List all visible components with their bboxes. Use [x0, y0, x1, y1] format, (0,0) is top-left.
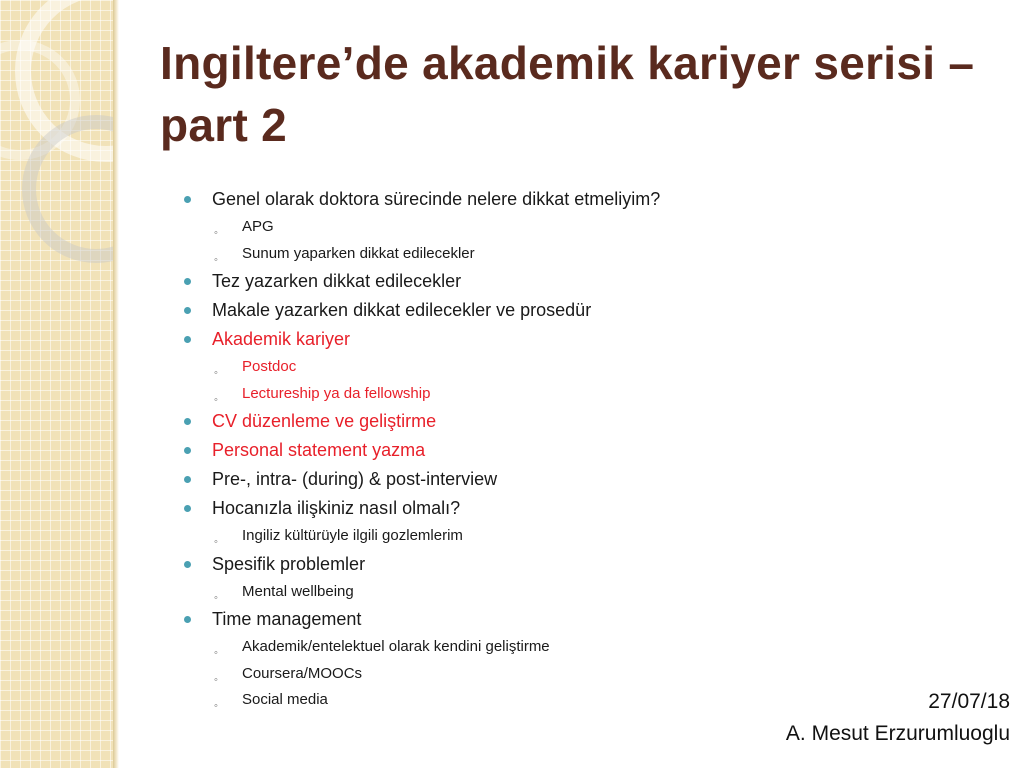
bullet-text: Genel olarak doktora sürecinde nelere dikkat etmeliyim? — [212, 189, 661, 209]
sub-bullet-item — [184, 635, 804, 662]
sub-bullet-ring-icon: ◦ — [214, 393, 218, 406]
bullet-text: Spesifik problemler — [212, 553, 366, 574]
bullet-text: Pre-, intra- (during) & post-interview — [212, 469, 498, 489]
sub-bullet-item — [184, 524, 804, 551]
sub-bullet-item — [184, 580, 804, 607]
bullet-item — [184, 297, 804, 326]
sub-bullet-ring-icon: ◦ — [214, 647, 218, 659]
bullet-text: Coursera/MOOCs — [242, 664, 363, 682]
bullet-text: Hocanızla ilişkiniz nasıl olmalı? — [212, 498, 461, 518]
sidebar-edge-shadow — [113, 0, 119, 768]
bullet-dot-icon — [184, 336, 191, 343]
sub-bullet-ring-icon: ◦ — [214, 227, 218, 239]
bullet-item — [184, 268, 804, 297]
sub-bullet-ring-icon: ◦ — [214, 536, 218, 548]
bullet-dot-icon — [184, 505, 191, 512]
sub-bullet-ring-icon: ◦ — [214, 673, 218, 686]
sub-bullet-ring-icon: ◦ — [214, 367, 218, 379]
slide-title: Ingiltere’de akademik kariyer serisi – part 2 — [160, 37, 975, 151]
footer-author: A. Mesut Erzurumluoglu — [785, 722, 1010, 745]
sub-bullet-ring-icon: ◦ — [214, 253, 218, 266]
bullet-dot-icon — [184, 616, 191, 623]
bullet-item — [184, 606, 804, 635]
bullet-text: Time management — [212, 609, 362, 629]
sub-bullet-item — [184, 242, 804, 269]
bullet-item — [184, 326, 804, 355]
bullet-text: Sunum yaparken dikkat edilecekler — [242, 244, 475, 262]
bullet-text: Personal statement yazma — [212, 440, 426, 460]
sub-bullet-ring-icon: ◦ — [214, 700, 218, 712]
bullet-text: Akademik kariyer — [212, 329, 351, 349]
bullet-dot-icon — [184, 561, 191, 568]
footer-date: 27/07/18 — [928, 690, 1010, 713]
bullet-item — [184, 551, 804, 580]
bullet-dot-icon — [184, 476, 191, 483]
bullet-item — [184, 466, 804, 495]
bullet-item — [184, 186, 804, 215]
bullet-text: Ingiliz kültürüyle ilgili gozlemlerim — [242, 527, 463, 544]
bullet-text: Mental wellbeing — [242, 582, 354, 600]
bullet-text: Postdoc — [242, 358, 297, 375]
bullet-text: APG — [242, 218, 274, 235]
bullet-list — [184, 186, 804, 715]
bullet-text: Tez yazarken dikkat edilecekler — [212, 271, 462, 291]
bullet-text: CV düzenleme ve geliştirme — [212, 411, 437, 431]
bullet-dot-icon — [184, 418, 191, 425]
bullet-text: Akademik/entelektuel olarak kendini geliştirme — [242, 638, 550, 655]
decorative-sidebar — [0, 0, 113, 768]
bullet-dot-icon — [184, 307, 191, 314]
bullet-text: Lectureship ya da fellowship — [242, 384, 431, 402]
bullet-dot-icon — [184, 196, 191, 203]
sub-bullet-item — [184, 215, 804, 242]
sub-bullet-item — [184, 662, 804, 689]
sub-bullet-item — [184, 688, 804, 715]
bullet-item — [184, 495, 804, 524]
bullet-item — [184, 408, 804, 437]
bullet-item — [184, 437, 804, 466]
bullet-text: Social media — [242, 691, 328, 708]
bullet-text: Makale yazarken dikkat edilecekler ve prosedür — [212, 300, 592, 320]
bullet-dot-icon — [184, 278, 191, 285]
sub-bullet-item — [184, 382, 804, 409]
sub-bullet-item — [184, 355, 804, 382]
bullet-dot-icon — [184, 447, 191, 454]
sub-bullet-ring-icon: ◦ — [214, 591, 218, 604]
